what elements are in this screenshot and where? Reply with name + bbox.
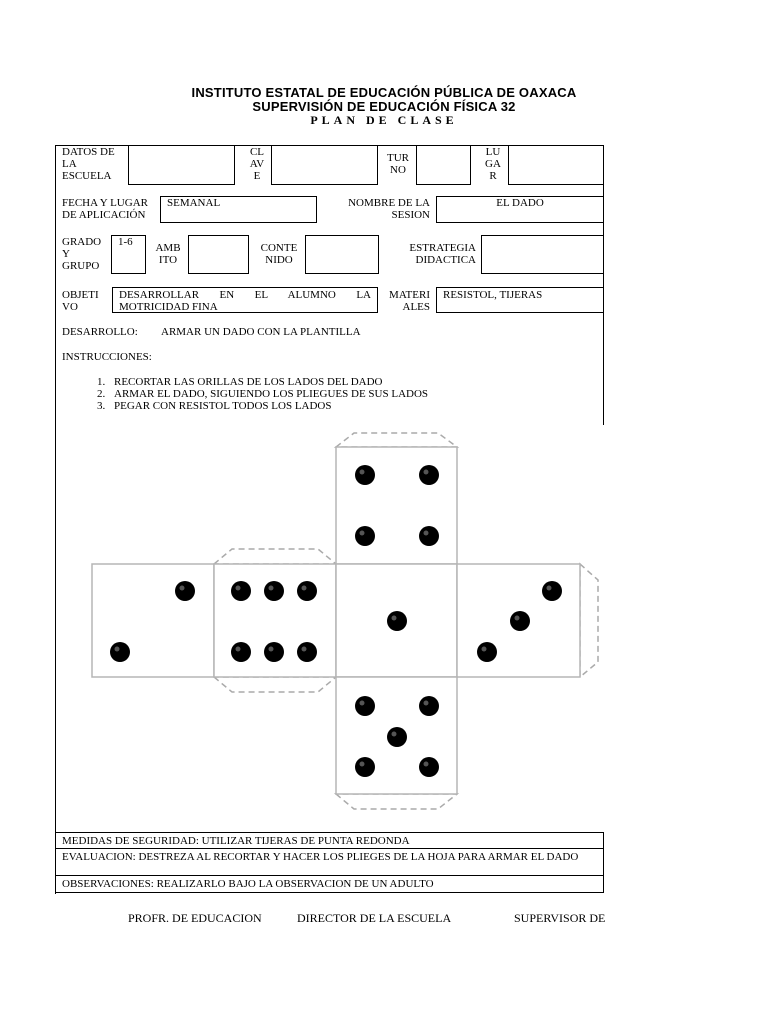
objetivo-value-line1: DESARROLLAR EN EL ALUMNO LA [119, 289, 371, 301]
pip-highlight [360, 701, 365, 706]
pip-highlight [424, 701, 429, 706]
nombre-sesion-value: EL DADO [496, 197, 544, 209]
pip-highlight [360, 531, 365, 536]
pip-bottom [387, 727, 407, 747]
pip-highlight [392, 732, 397, 737]
pip-highlight [424, 470, 429, 475]
dice-template-net [70, 425, 610, 825]
pip-highlight [360, 762, 365, 767]
nombre-sesion-field[interactable] [436, 196, 604, 223]
pip-left-center [264, 642, 284, 662]
fecha-lugar-field[interactable] [160, 196, 317, 223]
pip-highlight [180, 586, 185, 591]
desarrollo-value: ARMAR UN DADO CON LA PLANTILLA [161, 326, 361, 338]
supervision-title: SUPERVISIÓN DE EDUCACIÓN FÍSICA 32 [252, 99, 516, 114]
lugar-label: LU GA R [485, 146, 501, 182]
materiales-value: RESISTOL, TIJERAS [443, 289, 543, 301]
instrucciones-label: INSTRUCCIONES: [62, 351, 152, 363]
pip-highlight [547, 586, 552, 591]
pip-left-center [231, 642, 251, 662]
pip-top [355, 526, 375, 546]
pip-right [510, 611, 530, 631]
objetivo-field[interactable] [112, 287, 378, 313]
pip-highlight [115, 647, 120, 652]
pip-bottom [355, 696, 375, 716]
pip-highlight [392, 616, 397, 621]
nombre-sesion-label: NOMBRE DE LA SESION [348, 197, 430, 221]
instruccion-item: 1. RECORTAR LAS ORILLAS DE LOS LADOS DEL DADO [108, 376, 428, 388]
institute-title: INSTITUTO ESTATAL DE EDUCACIÓN PÚBLICA DE OAXACA [191, 85, 577, 100]
pip-right [542, 581, 562, 601]
divider [55, 875, 604, 876]
pip-top [419, 465, 439, 485]
desarrollo-label: DESARROLLO: [62, 326, 138, 338]
instruccion-item: 2. ARMAR EL DADO, SIGUIENDO LOS PLIEGUES DE SUS LADOS [108, 388, 428, 400]
pip-highlight [515, 616, 520, 621]
ambito-label: AMB ITO [155, 242, 181, 266]
dice-faces [92, 447, 580, 794]
datos-escuela-field[interactable] [128, 145, 235, 185]
pip-highlight [360, 470, 365, 475]
pip-right [477, 642, 497, 662]
divider [55, 892, 604, 893]
estrategia-field[interactable] [481, 235, 604, 274]
contenido-label: CONTE NIDO [260, 242, 298, 266]
materiales-label: MATERI ALES [389, 289, 430, 313]
face-top [336, 447, 457, 564]
evaluacion-row: EVALUACION: DESTREZA AL RECORTAR Y HACER LOS PLIEGES DE LA HOJA PARA ARMAR EL DADO [62, 851, 579, 863]
contenido-field[interactable] [305, 235, 379, 274]
datos-escuela-label: DATOS DE LA ESCUELA [62, 146, 115, 182]
signature-director: DIRECTOR DE LA ESCUELA [297, 911, 452, 925]
pip-left [110, 642, 130, 662]
face-left [92, 564, 214, 677]
fold-tab-upper-left [214, 549, 336, 564]
pip-left-center [231, 581, 251, 601]
pip-highlight [269, 647, 274, 652]
instrucciones-list [62, 376, 428, 412]
objetivo-value-line2: MOTRICIDAD FINA [119, 301, 218, 313]
observaciones-row: OBSERVACIONES: REALIZARLO BAJO LA OBSERVACION DE UN ADULTO [62, 878, 434, 890]
pip-left-center [264, 581, 284, 601]
fold-tab-right [580, 564, 598, 677]
pip-bottom [355, 757, 375, 777]
divider [55, 848, 604, 849]
fecha-lugar-label: FECHA Y LUGAR DE APLICACIÓN [62, 197, 148, 221]
estrategia-label: ESTRATEGIA DIDACTICA [409, 242, 476, 266]
instruccion-item: 3. PEGAR CON RESISTOL TODOS LOS LADOS [108, 400, 428, 412]
clave-field[interactable] [271, 145, 378, 185]
pip-top [419, 526, 439, 546]
fold-tab-top [336, 433, 457, 447]
pip-left-center [297, 642, 317, 662]
pip-highlight [236, 647, 241, 652]
signature-profesor: PROFR. DE EDUCACION [128, 911, 262, 925]
pip-highlight [424, 762, 429, 767]
pip-bottom [419, 757, 439, 777]
divider [55, 832, 604, 833]
pip-highlight [302, 647, 307, 652]
pip-left-center [297, 581, 317, 601]
objetivo-label: OBJETI VO [62, 289, 99, 313]
form-frame-right [603, 145, 604, 425]
turno-field[interactable] [416, 145, 471, 185]
pip-bottom [419, 696, 439, 716]
grado-grupo-label: GRADO Y GRUPO [62, 236, 102, 272]
pip-highlight [424, 531, 429, 536]
grado-grupo-value: 1-6 [118, 236, 133, 248]
ambito-field[interactable] [188, 235, 249, 274]
pip-center [387, 611, 407, 631]
clave-label: CL AV E [249, 146, 265, 182]
fold-tab-bottom [336, 794, 457, 809]
fold-tab-lower-left [214, 677, 336, 692]
pip-highlight [269, 586, 274, 591]
plan-title: PLAN DE CLASE [310, 113, 458, 127]
turno-label: TUR NO [387, 152, 409, 176]
lugar-field[interactable] [508, 145, 604, 185]
grado-grupo-field[interactable] [111, 235, 146, 274]
form-frame-right-lower [603, 832, 604, 893]
pip-left [175, 581, 195, 601]
pip-top [355, 465, 375, 485]
seguridad-row: MEDIDAS DE SEGURIDAD: UTILIZAR TIJERAS DE PUNTA REDONDA [62, 835, 410, 847]
fecha-lugar-value: SEMANAL [167, 197, 221, 209]
signature-supervisor: SUPERVISOR DE [514, 911, 606, 925]
pip-highlight [302, 586, 307, 591]
pip-highlight [236, 586, 241, 591]
materiales-field[interactable] [436, 287, 604, 313]
pip-highlight [482, 647, 487, 652]
